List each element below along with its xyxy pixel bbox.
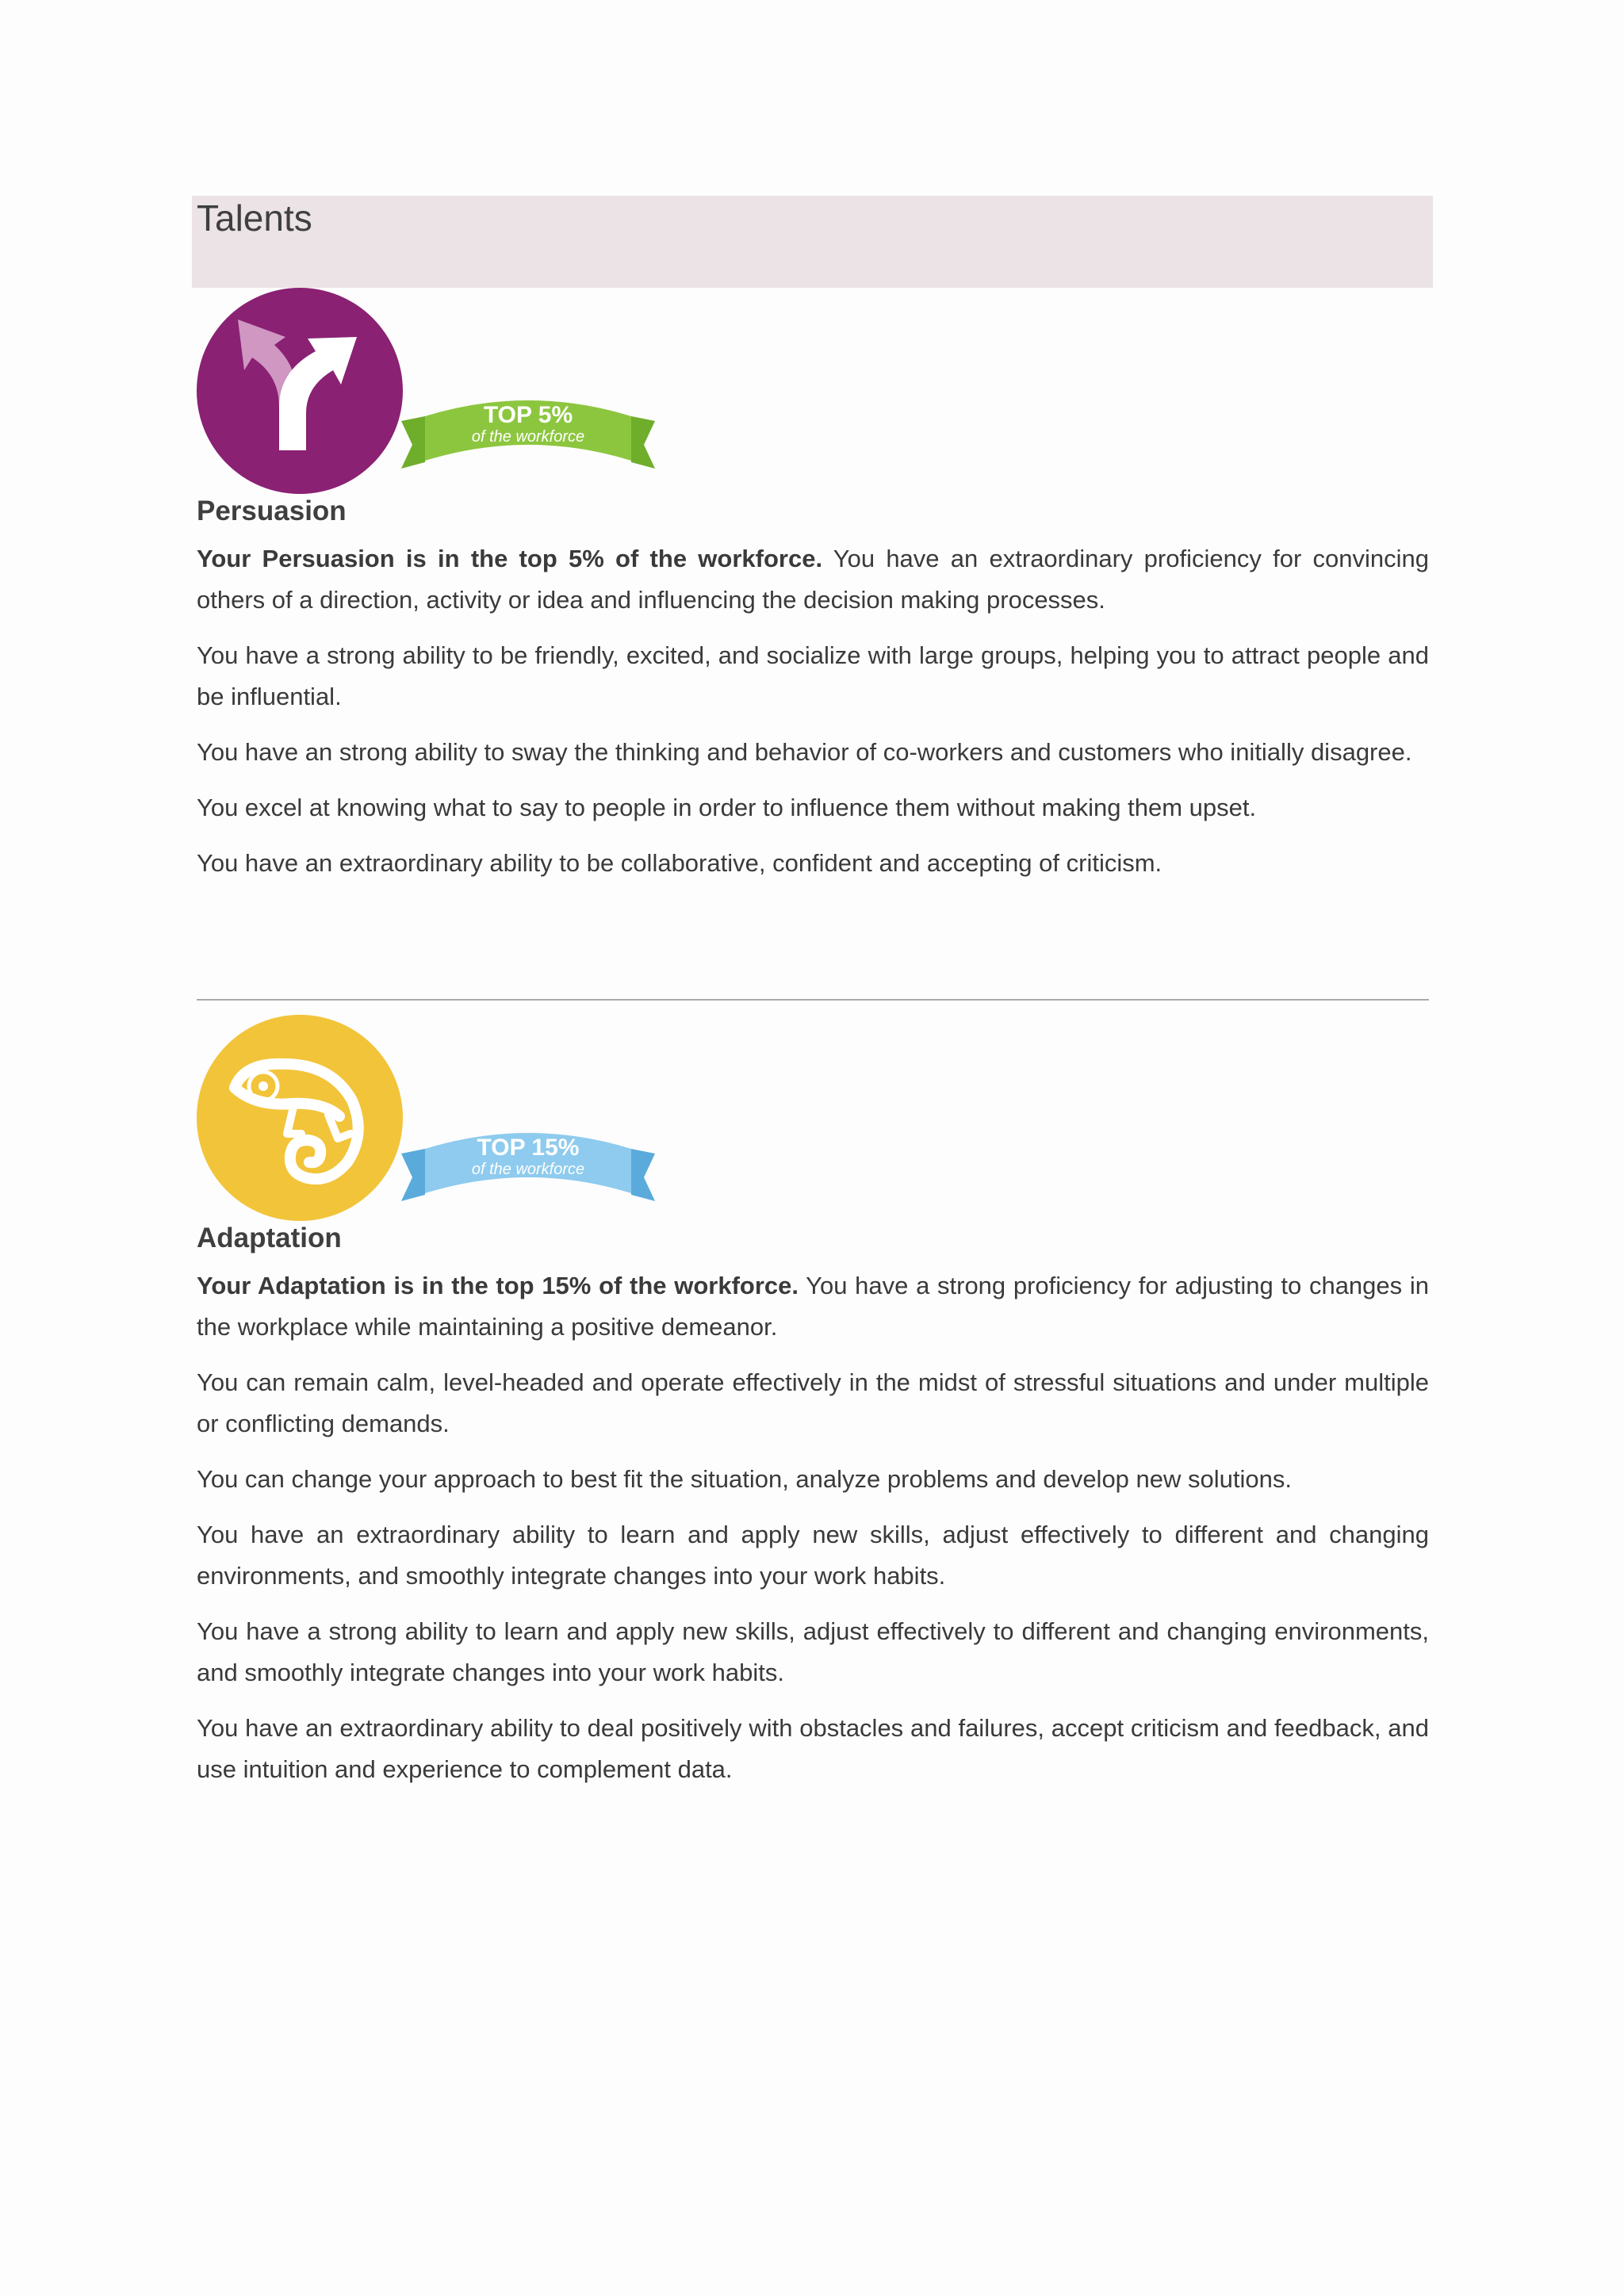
section-header [192, 196, 1433, 288]
talent-paragraph: You have an extraordinary ability to deal positively with obstacles and failures, accept criticism and feedback, and use intuition and experience to complement data. [197, 1714, 1429, 1783]
talent-badge-row [197, 288, 1429, 494]
talent-lead: Your Persuasion is in the top 5% of the workforce. [197, 545, 823, 572]
talent-adaptation [197, 1015, 1429, 1790]
talent-paragraph: You excel at knowing what to say to people in order to influence them without making them upset. [197, 794, 1257, 821]
rank-ribbon [401, 389, 655, 476]
ribbon-subtext: of the workforce [471, 428, 585, 446]
fork-arrow-icon [197, 288, 403, 494]
talent-paragraph: You have a strong ability to learn and apply new skills, adjust effectively to different and changing environments, and smoothly integrate changes into your work habits. [197, 1617, 1429, 1686]
talent-paragraph: You can remain calm, level-headed and operate effectively in the midst of stressful situations and under multiple or conflicting demands. [197, 1368, 1429, 1437]
talent-paragraph: You can change your approach to best fit the situation, analyze problems and develop new solutions. [197, 1465, 1292, 1493]
talent-persuasion [197, 288, 1429, 884]
talent-badge-row [197, 1015, 1429, 1221]
talent-paragraph: You have an extraordinary ability to learn and apply new skills, adjust effectively to different and changing environments, and smoothly integrate changes into your work habits. [197, 1521, 1429, 1590]
section-title: Talents [197, 197, 312, 239]
ribbon-subtext: of the workforce [471, 1161, 585, 1178]
talent-intro: You have a strong proficiency for adjusting to changes in the workplace while maintaining a positive demeanor. [197, 1272, 1429, 1341]
ribbon-rank-text: TOP 5% [483, 402, 573, 428]
talent-paragraph: You have an extraordinary ability to be collaborative, confident and accepting of criticism. [197, 849, 1162, 877]
chameleon-icon [197, 1015, 403, 1221]
talent-name: Adaptation [197, 1223, 342, 1253]
section-divider [197, 999, 1429, 1001]
talent-intro: You have an extraordinary proficiency for convincing others of a direction, activity or idea and influencing the decision making processes. [197, 545, 1429, 614]
ribbon-rank-text: TOP 15% [477, 1135, 580, 1161]
talent-name: Persuasion [197, 496, 347, 526]
talent-summary [197, 1265, 1429, 1348]
talent-paragraph: You have an strong ability to sway the thinking and behavior of co-workers and customers who initially disagree. [197, 738, 1412, 766]
talent-summary [197, 538, 1429, 621]
talent-paragraph: You have a strong ability to be friendly, excited, and socialize with large groups, helping you to attract people and be influential. [197, 641, 1429, 710]
talent-lead: Your Adaptation is in the top 15% of the workforce. [197, 1272, 799, 1299]
rank-ribbon [401, 1122, 655, 1209]
